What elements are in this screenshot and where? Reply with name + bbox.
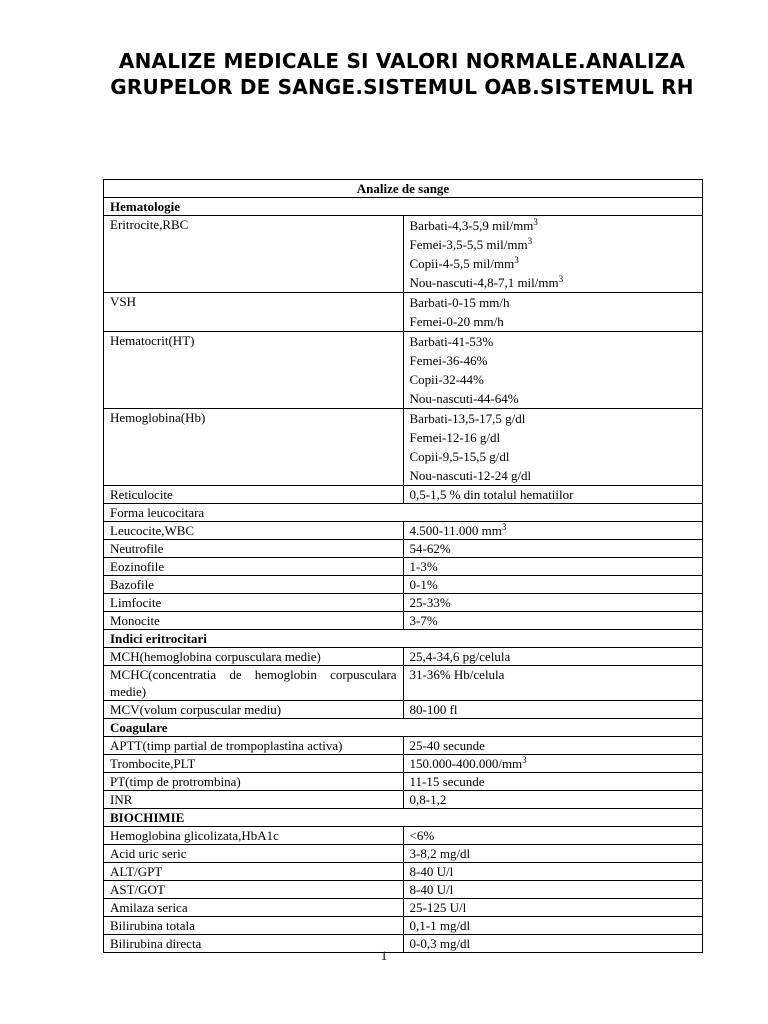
unit-exponent: 3 (501, 522, 507, 532)
analysis-name: Monocite (104, 612, 404, 630)
reference-value-text: Barbati-41-53% (409, 334, 494, 349)
reference-values (403, 773, 703, 791)
reference-value (410, 540, 697, 557)
reference-values (403, 755, 703, 773)
analysis-name: Leucocite,WBC (104, 522, 404, 540)
reference-value-text: Copii-9,5-15,5 g/dl (409, 449, 510, 464)
reference-value (410, 755, 697, 772)
table-row (104, 755, 703, 773)
reference-value (410, 917, 697, 934)
analysis-name: Amilaza serica (104, 899, 404, 917)
reference-value-text: 11-15 secunde (409, 774, 485, 789)
reference-value-text: Nou-nascuti-44-64% (409, 391, 519, 406)
reference-values (403, 881, 703, 899)
section-row (104, 630, 703, 648)
table-row (104, 332, 703, 409)
reference-values (403, 863, 703, 881)
analysis-name: MCV(volum corpuscular mediu) (104, 701, 404, 719)
reference-values (403, 576, 703, 594)
table-header: Analize de sange (104, 180, 703, 198)
reference-value (410, 773, 697, 790)
table-row (104, 666, 703, 701)
table-row (104, 845, 703, 863)
table-row (104, 791, 703, 809)
analysis-name: APTT(timp partial de trompoplastina activa) (104, 737, 404, 755)
reference-value (410, 863, 697, 880)
subsection-row (104, 504, 703, 522)
reference-value-text: 3-7% (409, 613, 438, 628)
reference-value-text: Copii-32-44% (409, 372, 484, 387)
table-row (104, 558, 703, 576)
subsection-label: Forma leucocitara (104, 504, 703, 522)
table-row (104, 576, 703, 594)
reference-value (410, 576, 697, 593)
reference-values (403, 216, 703, 293)
page-number: 1 (380, 948, 388, 963)
reference-value (410, 486, 697, 503)
reference-value (410, 827, 697, 844)
reference-values (403, 701, 703, 719)
reference-value (410, 351, 697, 370)
reference-value-text: Barbati-4,3-5,9 mil/mm (409, 218, 534, 233)
section-heading: Indici eritrocitari (104, 630, 703, 648)
reference-value (410, 666, 697, 683)
reference-value-text: 8-40 U/l (409, 882, 454, 897)
reference-values (403, 594, 703, 612)
analysis-name: Hemoglobina(Hb) (104, 409, 404, 486)
analysis-name: Eozinofile (104, 558, 404, 576)
reference-values (403, 332, 703, 409)
section-heading: Hematologie (104, 198, 703, 216)
reference-value (410, 737, 697, 754)
reference-value-text: 0,8-1,2 (409, 792, 447, 807)
table-row (104, 773, 703, 791)
analysis-name: MCH(hemoglobina corpusculara medie) (104, 648, 404, 666)
reference-value-text: 150.000-400.000/mm (409, 756, 523, 771)
reference-values (403, 612, 703, 630)
table-row (104, 540, 703, 558)
reference-value (410, 216, 697, 235)
reference-value-text: 54-62% (409, 541, 451, 556)
reference-value (410, 332, 697, 351)
reference-value-text: Barbati-0-15 mm/h (409, 295, 510, 310)
reference-value-text: 31-36% Hb/celula (409, 667, 505, 682)
reference-values (403, 791, 703, 809)
reference-values (403, 737, 703, 755)
unit-exponent: 3 (527, 236, 533, 246)
unit-exponent: 3 (514, 255, 519, 265)
analysis-name: Neutrofile (104, 540, 404, 558)
table-row (104, 612, 703, 630)
reference-values (403, 293, 703, 332)
reference-value-text: Femei-36-46% (409, 353, 488, 368)
reference-value (410, 648, 697, 665)
table-row (104, 701, 703, 719)
reference-value-text: <6% (409, 828, 435, 843)
table-row (104, 293, 703, 332)
reference-value-text: Femei-12-16 g/dl (409, 430, 501, 445)
reference-values (403, 666, 703, 701)
analysis-name: Bilirubina directa (104, 935, 404, 953)
reference-value (410, 428, 697, 447)
reference-value (410, 791, 697, 808)
reference-value-text: Femei-0-20 mm/h (409, 314, 504, 329)
table-row (104, 486, 703, 504)
table-row (104, 899, 703, 917)
reference-value (410, 389, 697, 408)
section-row (104, 719, 703, 737)
reference-value (410, 845, 697, 862)
reference-value (410, 254, 697, 273)
analysis-name: ALT/GPT (104, 863, 404, 881)
reference-values (403, 917, 703, 935)
reference-value-text: Copii-4-5,5 mil/mm (409, 256, 515, 271)
reference-value (410, 273, 697, 292)
table-row (104, 216, 703, 293)
analysis-name: Eritrocite,RBC (104, 216, 404, 293)
reference-value-text: Nou-nascuti-12-24 g/dl (409, 468, 532, 483)
reference-value-text: 25-33% (409, 595, 451, 610)
reference-value (410, 293, 697, 312)
table-row (104, 827, 703, 845)
analysis-name: Bazofile (104, 576, 404, 594)
reference-value (410, 409, 697, 428)
table-row (104, 522, 703, 540)
reference-value-text: 25-125 U/l (409, 900, 467, 915)
reference-value (410, 447, 697, 466)
blood-analysis-table (103, 179, 703, 953)
reference-value-text: 25,4-34,6 pg/celula (409, 649, 511, 664)
analysis-name: PT(timp de protrombina) (104, 773, 404, 791)
table-header-row (104, 180, 703, 198)
reference-values (403, 486, 703, 504)
reference-value-text: 3-8,2 mg/dl (409, 846, 471, 861)
analysis-name: MCHC(concentratia de hemoglobin corpusculara medie) (104, 666, 404, 701)
reference-values (403, 558, 703, 576)
table-row (104, 863, 703, 881)
reference-value-text: 0-0,3 mg/dl (409, 936, 471, 951)
unit-exponent: 3 (558, 274, 564, 284)
reference-value (410, 899, 697, 916)
analysis-name: INR (104, 791, 404, 809)
analysis-name: Limfocite (104, 594, 404, 612)
reference-value-text: Nou-nascuti-4,8-7,1 mil/mm (409, 275, 559, 290)
table-row (104, 881, 703, 899)
reference-values (403, 827, 703, 845)
section-row (104, 198, 703, 216)
table-row (104, 917, 703, 935)
reference-values (403, 540, 703, 558)
analysis-name: Acid uric seric (104, 845, 404, 863)
reference-value (410, 701, 697, 718)
reference-values (403, 648, 703, 666)
analysis-name: VSH (104, 293, 404, 332)
reference-value (410, 558, 697, 575)
reference-value (410, 522, 697, 539)
analysis-name: Bilirubina totala (104, 917, 404, 935)
reference-value-text: Barbati-13,5-17,5 g/dl (409, 411, 526, 426)
reference-value (410, 612, 697, 629)
reference-values (403, 899, 703, 917)
reference-value (410, 370, 697, 389)
reference-value-text: 4.500-11.000 mm (409, 523, 502, 538)
reference-value-text: 0,1-1 mg/dl (409, 918, 471, 933)
unit-exponent: 3 (533, 217, 538, 227)
analysis-name: Reticulocite (104, 486, 404, 504)
reference-value (410, 594, 697, 611)
reference-values (403, 409, 703, 486)
reference-value-text: 0,5-1,5 % din totalul hematiilor (409, 487, 574, 502)
section-row (104, 809, 703, 827)
reference-value-text: 8-40 U/l (409, 864, 454, 879)
reference-value-text: 1-3% (409, 559, 438, 574)
unit-exponent: 3 (522, 755, 527, 765)
reference-values (403, 845, 703, 863)
reference-value-text: 25-40 secunde (409, 738, 485, 753)
reference-value-text: Femei-3,5-5,5 mil/mm (409, 237, 528, 252)
reference-values (403, 522, 703, 540)
reference-value-text: 80-100 fl (409, 702, 458, 717)
reference-value (410, 312, 697, 331)
section-heading: Coagulare (104, 719, 703, 737)
section-heading: BIOCHIMIE (104, 809, 703, 827)
reference-value-text: 0-1% (409, 577, 438, 592)
table-row (104, 594, 703, 612)
analysis-name: Trombocite,PLT (104, 755, 404, 773)
table-row (104, 409, 703, 486)
table-row (104, 648, 703, 666)
document-title: ANALIZE MEDICALE SI VALORI NORMALE.ANALIZA GRUPELOR DE SANGE.SISTEMUL OAB.SISTEMUL RH (110, 49, 694, 99)
reference-value (410, 235, 697, 254)
reference-value (410, 881, 697, 898)
table-row (104, 737, 703, 755)
analysis-name: Hemoglobina glicolizata,HbA1c (104, 827, 404, 845)
analysis-name: AST/GOT (104, 881, 404, 899)
analysis-name: Hematocrit(HT) (104, 332, 404, 409)
reference-value (410, 466, 697, 485)
